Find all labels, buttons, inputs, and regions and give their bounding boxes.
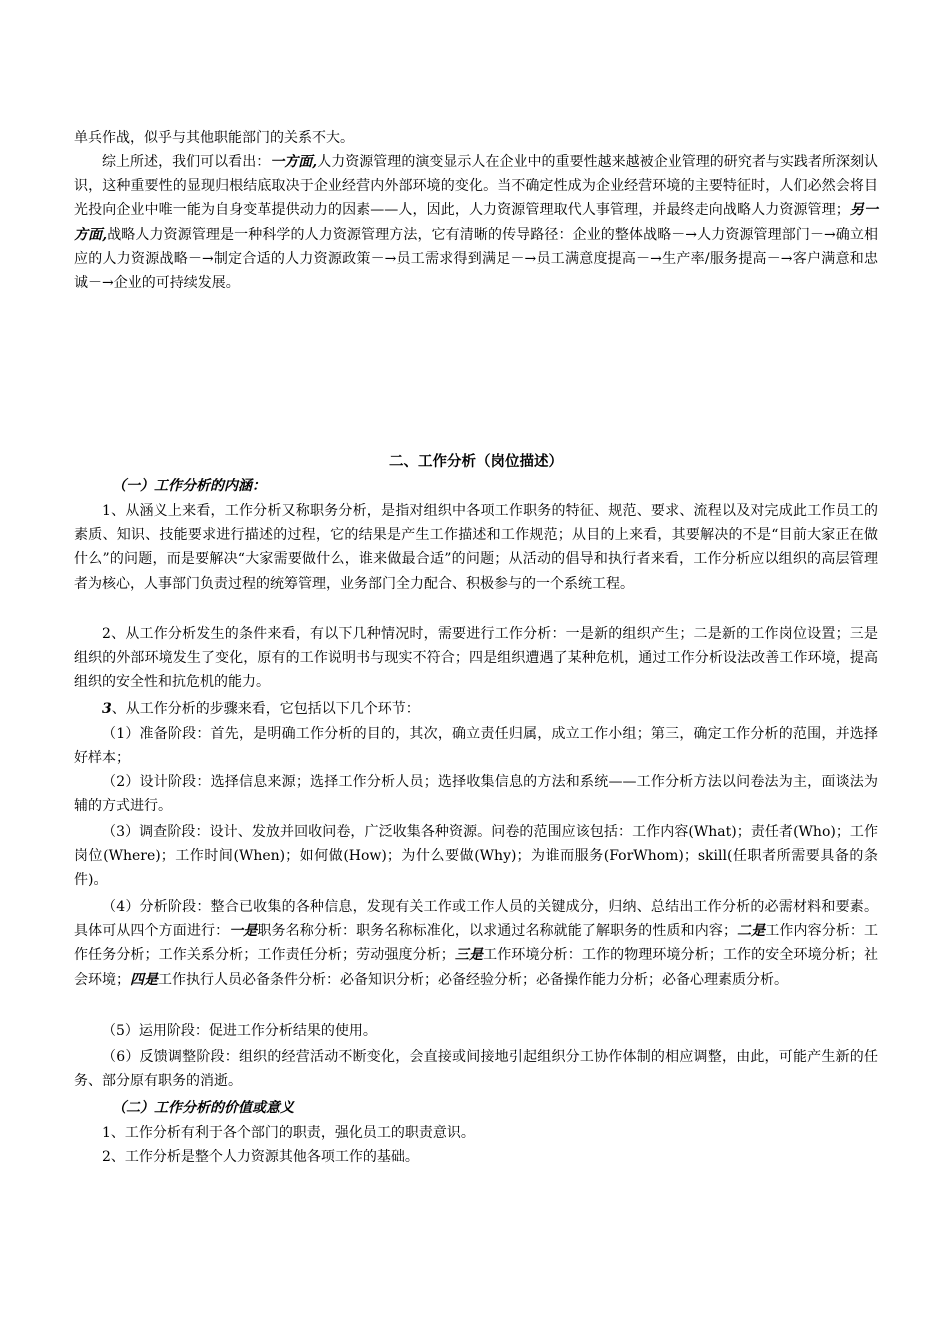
analysis-title: 职务名称分析：职务名称标准化，以求通过名称就能了解职务的性质和内容； — [257, 923, 737, 940]
paragraph-conditions: 2、从工作分析发生的条件来看，有以下几种情况时，需要进行工作分析：一是新的组织产生；二是新的工作岗位设置；三是组织的外部环境发生了变化，原有的工作说明书与现实不符合；四是组织遭遇了某种危机，通过工作分析设法改善工作环境，提高组织的安全性和抗危机的能力。 — [74, 626, 878, 691]
step-design: （2）设计阶段：选择信息来源；选择工作分析人员；选择收集信息的方法和系统——工作分析方法以问卷法为主，面谈法为辅的方式进行。 — [74, 774, 878, 815]
analysis-intro: （4）分析阶段：整合已收集的各种信息，发现有关工作或工作人员的关键成分，归纳、总结出工作分析的必需材料和要素。具体可从四个方面进行： — [74, 899, 878, 940]
analysis-requirements: 工作执行人员必备条件分析：必备知识分析；必备经验分析；必备操作能力分析；必备心理素质分析。 — [158, 971, 788, 988]
analysis-content: 工作内容分析：工作任务分析；工作关系分析；工作责任分析；劳动强度分析； — [74, 923, 879, 964]
summary-path: 战略人力资源管理是一种科学的人力资源管理方法，它有清晰的传导路径：企业的整体战略－→人力资源管理部门－→确立相应的人力资源战略－→制定合适的人力资源政策－→员工需求得到满足－→员工满意度提高－→生产率/服务提高－→客户满意和忠诚－→企业的可持续发展。 — [74, 226, 879, 292]
summary-body: 人力资源管理的演变显示人在企业中的重要性越来越被企业管理的研究者与实践者所深刻认识，这种重要性的显现归根结底取决于企业经营内外部环境的变化。当不确定性成为企业经营环境的主要特征时，人们必然会将目光投向企业中唯一能为自身变革提供动力的因素——人，因此，人力资源管理取代人事管理，并最终走向战略人力资源管理； — [74, 154, 879, 219]
summary-intro: 综上所述，我们可以看出： — [102, 154, 271, 170]
keyword-second: 二是 — [736, 923, 766, 940]
step-analysis — [74, 895, 878, 992]
step-survey: （3）调查阶段：设计、发放并回收问卷，广泛收集各种资源。问卷的范围应该包括：工作内容(What)；责任者(Who)；工作岗位(Where)；工作时间(When)；如何做(How)；为什么要做(Why)；为谁而服务(ForWhom)；skill(任职者所需要具备的条件)。 — [74, 824, 878, 889]
paragraph-definition: 1、从涵义上来看，工作分析又称职务分析，是指对组织中各项工作职务的特征、规范、要求、流程以及对完成此工作员工的素质、知识、技能要求进行描述的过程，它的结果是产生工作描述和工作规范；从目的上来看，其要解决的不是“目前大家正在做什么”的问题，而是要解决“大家需要做什么，谁来做最合适”的问题；从活动的倡导和执行者来看，工作分析应以组织的高层管理者为核心，人事部门负责过程的统筹管理，业务部门全力配合、积极参与的一个系统工程。 — [74, 503, 878, 592]
paragraph-steps-intro — [74, 697, 878, 721]
steps-intro-text: 、从工作分析的步骤来看，它包括以下几个环节： — [111, 701, 420, 717]
value-item-1: 1、工作分析有利于各个部门的职责，强化员工的职责意识。 — [102, 1125, 475, 1141]
step-feedback: （6）反馈调整阶段：组织的经营活动不断变化，会直接或间接地引起组织分工协作体制的相应调整，由此，可能产生新的任务、部分原有职务的消逝。 — [74, 1049, 878, 1090]
analysis-environment: 工作环境分析：工作的物理环境分析；工作的安全环境分析；社会环境； — [74, 947, 879, 988]
emphasis-on-one-hand: 一方面, — [270, 154, 318, 170]
subsection-heading-value: （二）工作分析的价值或意义 — [112, 1100, 294, 1116]
step-apply: （5）运用阶段：促进工作分析结果的使用。 — [102, 1023, 377, 1039]
section-title: 二、工作分析（岗位描述） — [389, 454, 563, 470]
keyword-third: 三是 — [454, 947, 484, 964]
keyword-fourth: 四是 — [130, 971, 158, 988]
keyword-first: 一是 — [229, 923, 258, 940]
emphasis-on-other-hand: 另一方面, — [74, 202, 878, 243]
value-item-2: 2、工作分析是整个人力资源其他各项工作的基础。 — [102, 1149, 419, 1165]
subsection-heading-connotation: （一）工作分析的内涵： — [112, 478, 266, 494]
paragraph-summary — [74, 150, 878, 295]
paragraph-continuation: 单兵作战，似乎与其他职能部门的关系不大。 — [74, 130, 354, 146]
step-prepare: （1）准备阶段：首先，是明确工作分析的目的，其次，确立责任归属，成立工作小组；第三，确定工作分析的范围，并选择好样本； — [74, 726, 878, 767]
steps-number: 3 — [102, 701, 112, 717]
